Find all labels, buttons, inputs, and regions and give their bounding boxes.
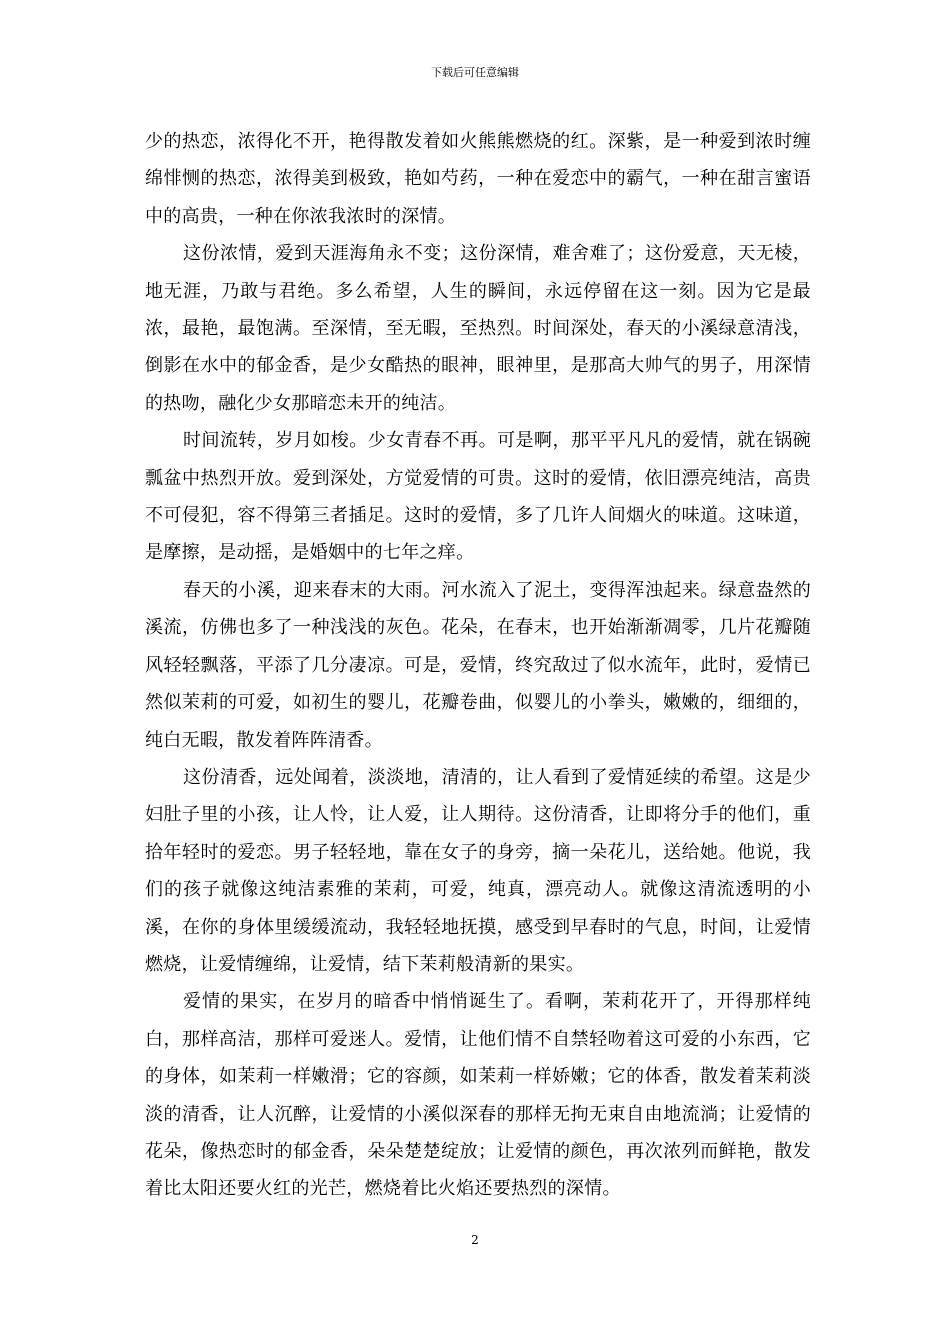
paragraph-6: 爱情的果实，在岁月的暗香中悄悄诞生了。看啊，茉莉花开了，开得那样纯白，那样高洁，那样可爱迷人。爱情，让他们情不自禁轻吻着这可爱的小东西，它的身体，如茉莉一样嫩滑；它的容颜，如茉莉一样娇嫩；它的体香，散发着茉莉淡淡的清香，让人沉醉，让爱情的小溪似深春的那样无拘无束自由地流淌；让爱情的花朵，像热恋时的郁金香，朵朵楚楚绽放；让爱情的颜色，再次浓列而鲜艳，散发着比太阳还要火红的光芒，燃烧着比火焰还要热烈的深情。 <box>145 991 811 1200</box>
paragraph-4: 春天的小溪，迎来春末的大雨。河水流入了泥土，变得浑浊起来。绿意盎然的溪流，仿佛也多了一种浅浅的灰色。花朵，在春末，也开始渐渐凋零，几片花瓣随风轻轻飘落，平添了几分凄凉。可是，爱情，终究敌过了似水流年，此时，爱情已然似茉莉的可爱，如初生的婴儿，花瓣卷曲，似婴儿的小拳头，嫩嫩的，细细的，纯白无暇，散发着阵阵清香。 <box>145 579 811 751</box>
body-text <box>145 123 811 1208</box>
paragraph-3: 时间流转，岁月如梭。少女青春不再。可是啊，那平平凡凡的爱情，就在锅碗瓢盆中热烈开放。爱到深处，方觉爱情的可贵。这时的爱情，依旧漂亮纯洁，高贵不可侵犯，容不得第三者插足。这时的爱情，多了几许人间烟火的味道。这味道，是摩擦，是动摇，是婚姻中的七年之痒。 <box>145 430 811 564</box>
paragraph-2: 这份浓情，爱到天涯海角永不变；这份深情，难舍难了；这份爱意，天无棱，地无涯，乃敢与君绝。多么希望，人生的瞬间，永远停留在这一刻。因为它是最浓，最艳，最饱满。至深情，至无暇，至热烈。时间深处，春天的小溪绿意清浅，倒影在水中的郁金香，是少女酷热的眼神，眼神里，是那高大帅气的男子，用深情的热吻，融化少女那暗恋未开的纯洁。 <box>145 243 811 414</box>
paragraph-1: 少的热恋，浓得化不开，艳得散发着如火熊熊燃烧的红。深紫，是一种爱到浓时缠绵悱恻的热恋，浓得美到极致，艳如芍药，一种在爱恋中的霸气，一种在甜言蜜语中的高贵，一种在你浓我浓时的深情。 <box>145 131 811 227</box>
page-number: 2 <box>471 1233 479 1247</box>
page-header: 下载后可任意编辑 <box>431 66 519 79</box>
paragraph-5: 这份清香，远处闻着，淡淡地，清清的，让人看到了爱情延续的希望。这是少妇肚子里的小孩，让人怜，让人爱，让人期待。这份清香，让即将分手的他们，重拾年轻时的爱恋。男子轻轻地，靠在女子的身旁，摘一朵花儿，送给她。他说，我们的孩子就像这纯洁素雅的茉莉，可爱，纯真，漂亮动人。就像这清流透明的小溪，在你的身体里缓缓流动，我轻轻地抚摸，感受到早春时的气息，时间，让爱情燃烧，让爱情缠绵，让爱情，结下茉莉般清新的果实。 <box>145 766 811 975</box>
